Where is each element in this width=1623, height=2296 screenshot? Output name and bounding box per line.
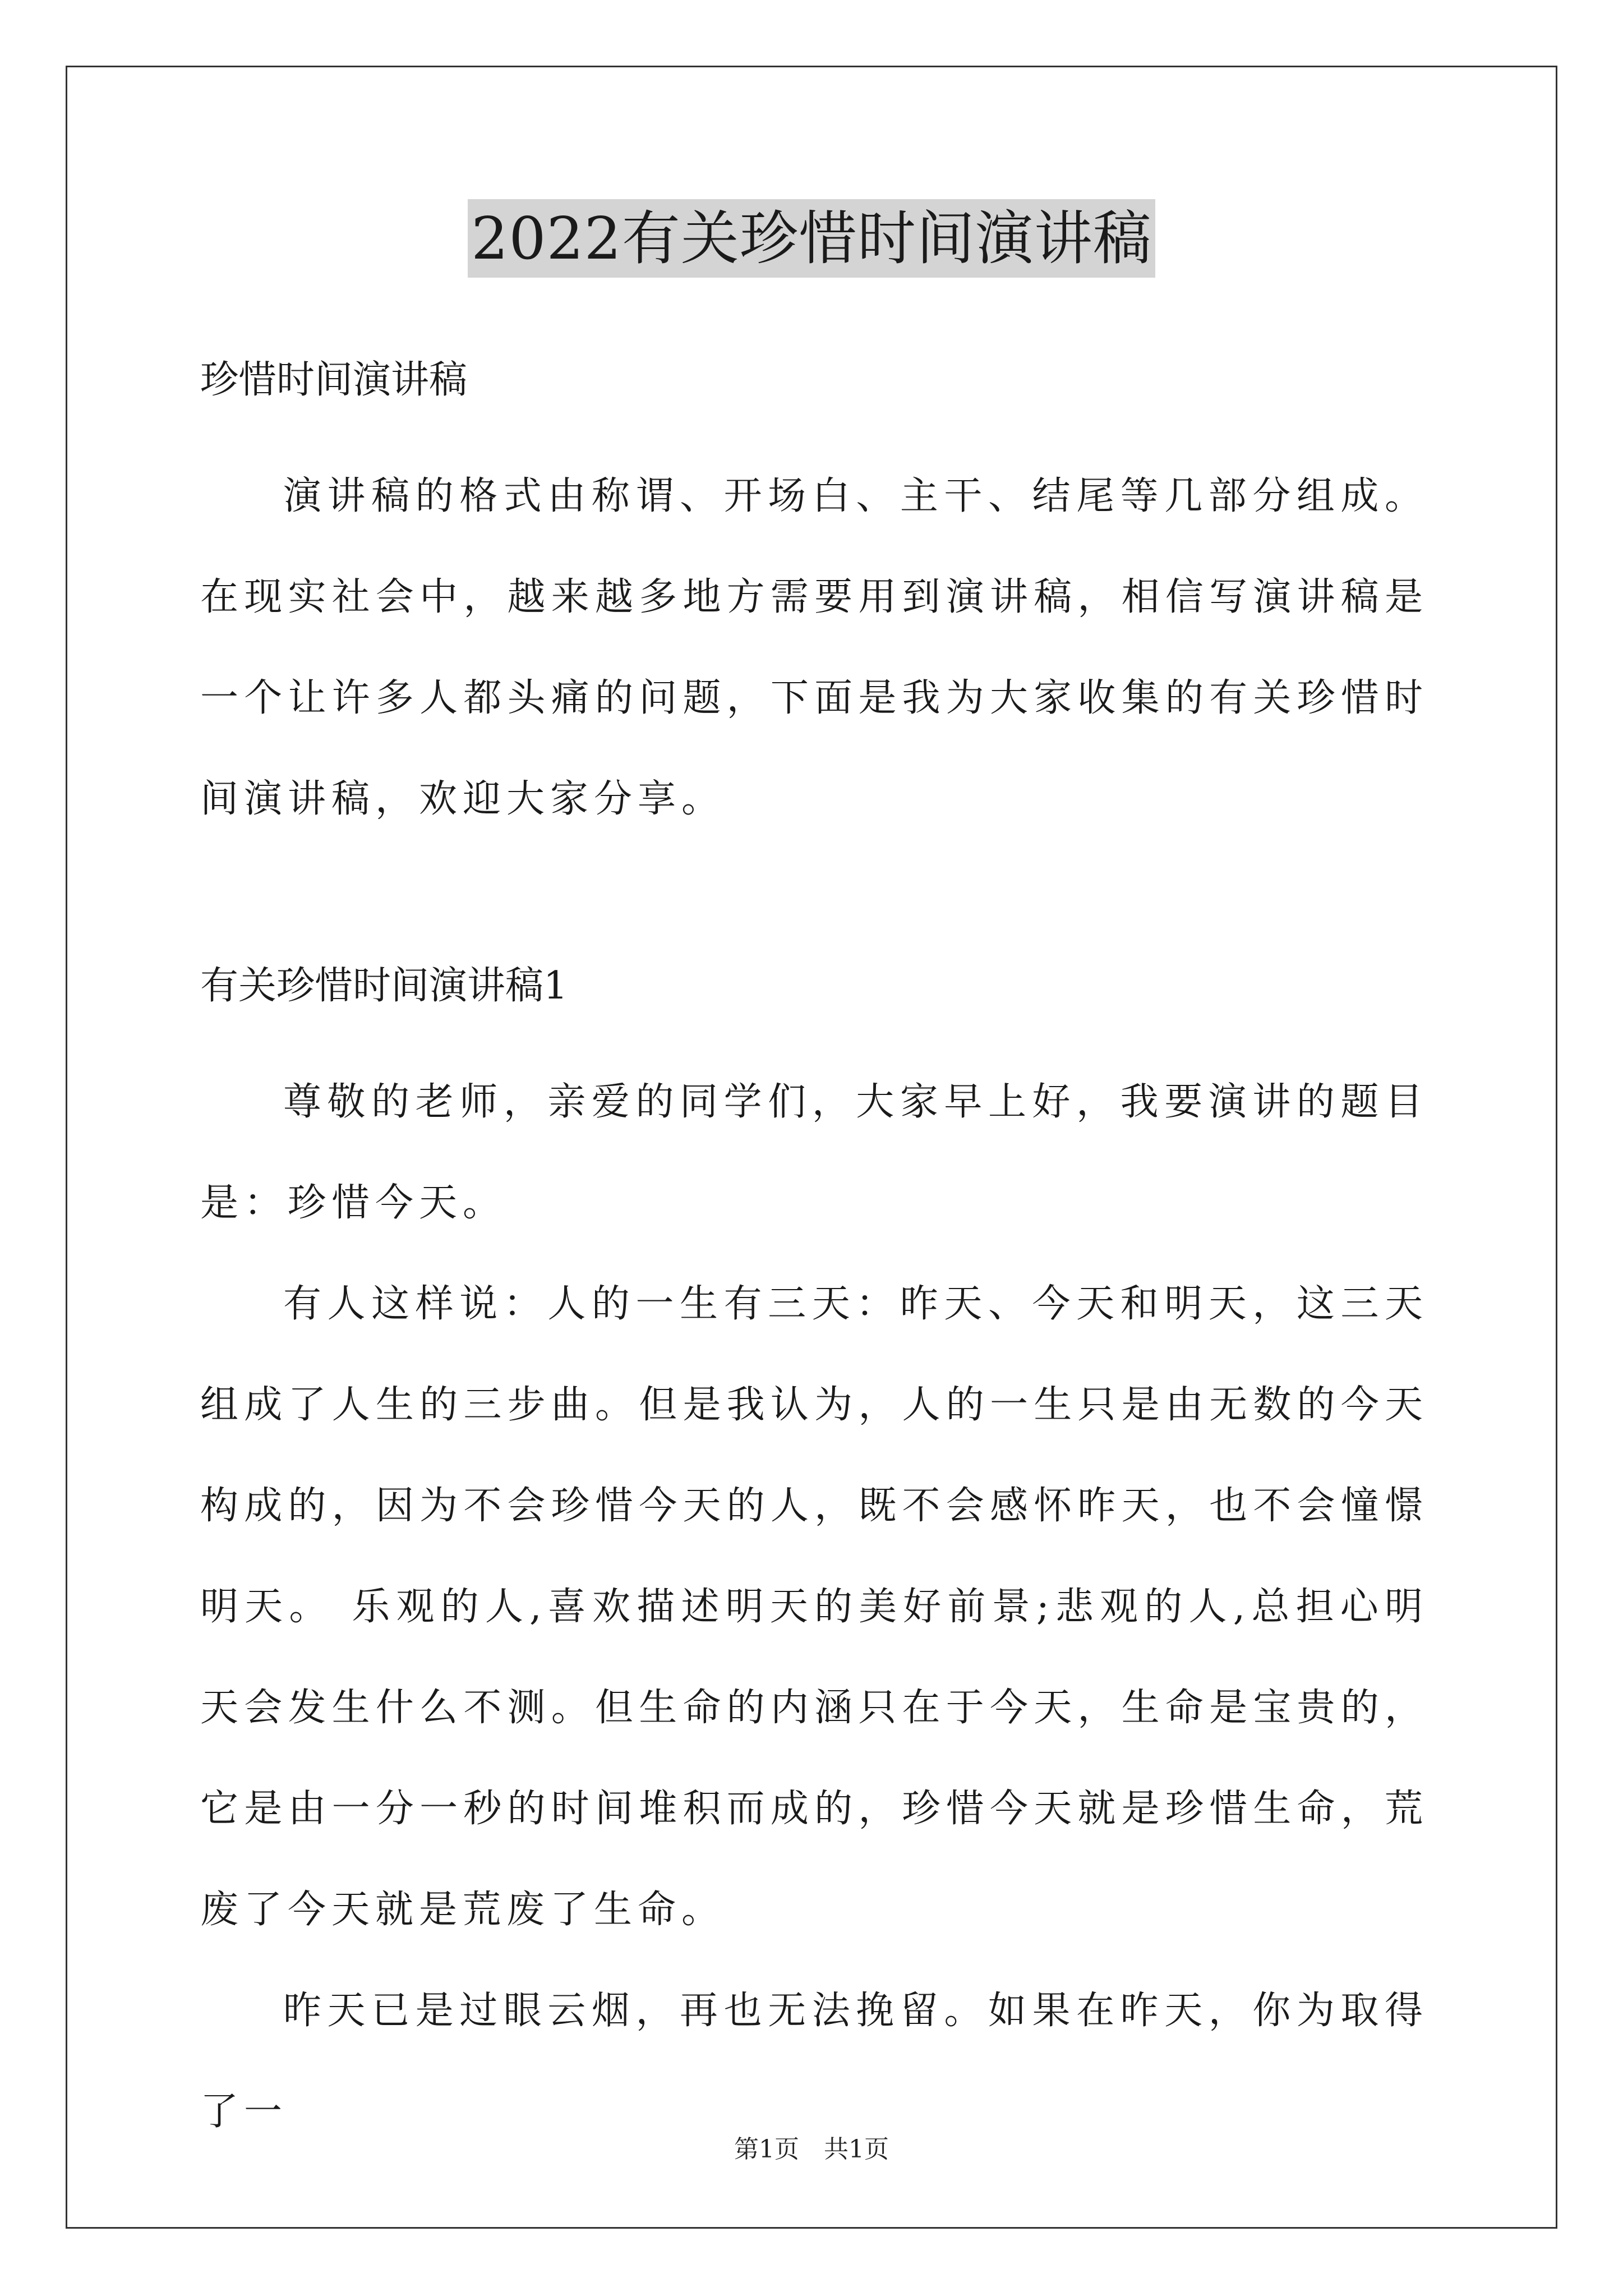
- page-footer: 第1页 共1页: [734, 2135, 889, 2164]
- paragraph-2: 有人这样说：人的一生有三天：昨天、今天和明天，这三天组成了人生的三步曲。但是我认为，人的一生只是由无数的今天构成的，因为不会珍惜今天的人，既不会感怀昨天，也不会憧憬明天。 乐观的人,喜欢描述明天的美好前景;悲观的人,总担心明天会发生什么不测。但生命的内涵只在于今天，生命是宝贵的，它是由一分一秒的时间堆积而成的，珍惜今天就是珍惜生命，荒废了今天就是荒废了生命。: [200, 1282, 1428, 1932]
- document-title: 2022有关珍惜时间演讲稿: [468, 199, 1155, 278]
- section-heading: 有关珍惜时间演讲稿1: [200, 964, 568, 1008]
- document-body: [200, 345, 1428, 2162]
- paragraph-3: 昨天已是过眼云烟，再也无法挽留。如果在昨天，你为取得了一: [200, 1989, 1428, 2134]
- title-container: [0, 199, 1623, 278]
- intro-paragraph: 演讲稿的格式由称谓、开场白、主干、结尾等几部分组成。在现实社会中，越来越多地方需要用到演讲稿，相信写演讲稿是一个让许多人都头痛的问题，下面是我为大家收集的有关珍惜时间演讲稿，欢迎大家分享。: [200, 474, 1428, 821]
- intro-heading: 珍惜时间演讲稿: [200, 358, 468, 402]
- paragraph-1: 尊敬的老师，亲爱的同学们，大家早上好，我要演讲的题目是：珍惜今天。: [200, 1080, 1428, 1225]
